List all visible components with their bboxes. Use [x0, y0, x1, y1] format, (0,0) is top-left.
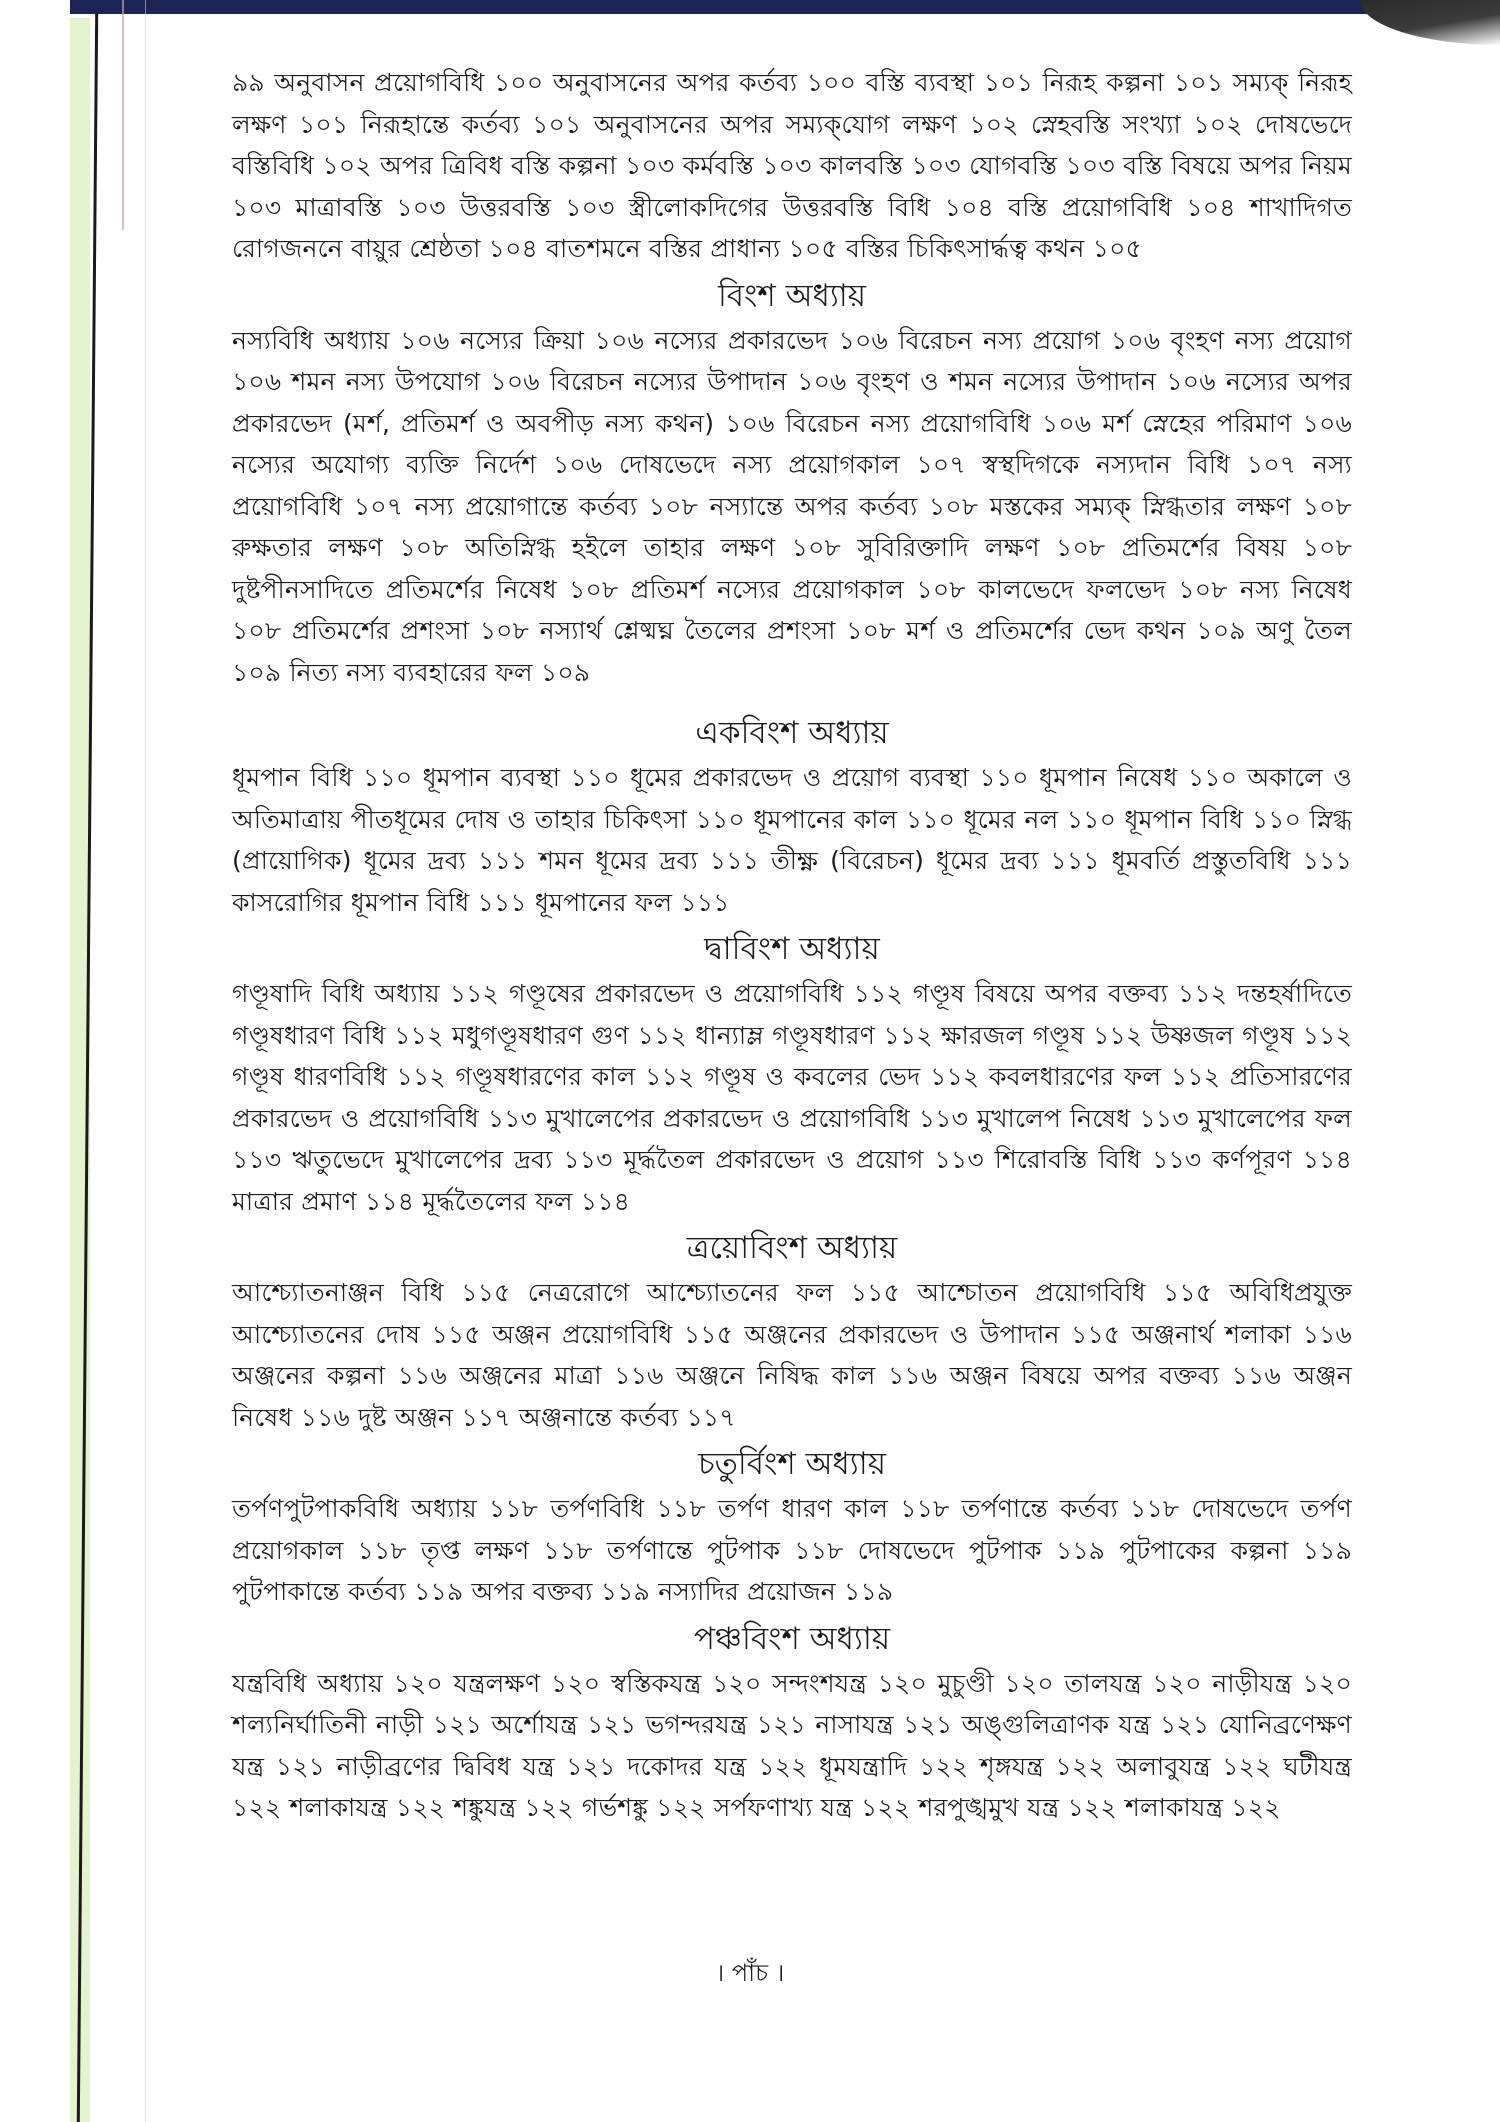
chapter-heading-23: ত্রয়োবিংশ অধ্যায় [686, 1230, 898, 1266]
toc-paragraph-continued: ৯৯ অনুবাসন প্রয়োগবিধি ১০০ অনুবাসনের অপর কর্তব্য ১০০ বস্তি ব্যবস্থা ১০১ নিরূহ কল্পনা ১০১ সম্যক্ নিরূহ লক্ষণ ১০১ নিরূহান্তে কর্তব্য ১০১ অনুবাসনের অপর সম্যক্‌যোগ লক্ষণ ১০২ স্নেহবস্তি সংখ্যা ১০২ দোষভেদে বস্তিবিধি ১০২ অপর ত্রিবিধ বস্তি কল্পনা ১০৩ কর্মবস্তি ১০৩ কালবস্তি ১০৩ যোগবস্তি ১০৩ বস্তি বিষয়ে অপর নিয়ম ১০৩ মাত্রাবস্তি ১০৩ উত্তরবস্তি ১০৩ স্ত্রীলোকদিগের উত্তরবস্তি বিধি ১০৪ বস্তি প্রয়োগবিধি ১০৪ শাখাদিগত রোগজননে বায়ুর শ্রেষ্ঠতা ১০৪ বাতশমনে বস্তির প্রাধান্য ১০৫ বস্তির চিকিৎসার্দ্ধত্ব কথন ১০৫ [232, 68, 1352, 263]
toc-paragraph-chapter-24: তর্পণপুটপাকবিধি অধ্যায় ১১৮ তর্পণবিধি ১১৮ তর্পণ ধারণ কাল ১১৮ তর্পণান্তে কর্তব্য ১১৮ দোষভেদে তর্পণ প্রয়োগকাল ১১৮ তৃপ্ত লক্ষণ ১১৮ তর্পণান্তে পুটপাক ১১৮ দোষভেদে পুটপাক ১১৯ পুটপাকের কল্পনা ১১৯ পুটপাকান্তে কর্তব্য ১১৯ অপর বক্তব্য ১১৯ নস্যাদির প্রয়োজন ১১৯ [232, 1494, 1352, 1606]
toc-paragraph-chapter-25: যন্ত্রবিধি অধ্যায় ১২০ যন্ত্রলক্ষণ ১২০ স্বস্তিকযন্ত্র ১২০ সন্দংশযন্ত্র ১২০ মুচুণ্ডী ১২০ তালযন্ত্র ১২০ নাড়ীযন্ত্র ১২০ শল্যনির্ঘাতিনী নাড়ী ১২১ অর্শোযন্ত্র ১২১ ভগন্দরযন্ত্র ১২১ নাসাযন্ত্র ১২১ অঙ্গুলিত্রাণক যন্ত্র ১২১ যোনিব্রণেক্ষণ যন্ত্র ১২১ নাড়ীব্রণের দ্বিবিধ যন্ত্র ১২১ দকোদর যন্ত্র ১২২ ধূমযন্ত্রাদি ১২২ শৃঙ্গযন্ত্র ১২২ অলাবুযন্ত্র ১২২ ঘটীযন্ত্র ১২২ শলাকাযন্ত্র ১২২ শঙ্কুযন্ত্র ১২২ গর্ভশঙ্কু ১২২ সর্পফণাখ্য যন্ত্র ১২২ শরপুঙ্খমুখ যন্ত্র ১২২ শলাকাযন্ত্র ১২২ [232, 1668, 1352, 1822]
chapter-heading-20: বিংশ অধ্যায় [717, 277, 867, 314]
page-fold-line [145, 0, 146, 2122]
chapter-heading-21: একবিংশ অধ্যায় [695, 715, 889, 751]
toc-paragraph-chapter-21: ধূমপান বিধি ১১০ ধূমপান ব্যবস্থা ১১০ ধূমের প্রকারভেদ ও প্রয়োগ ব্যবস্থা ১১০ ধূমপান নিষেধ ১১০ অকালে ও অতিমাত্রায় পীতধূমের দোষ ও তাহার চিকিৎসা ১১০ ধূমপানের কাল ১১০ ধূমের নল ১১০ ধূমপান বিধি ১১০ স্নিগ্ধ (প্রায়োগিক) ধূমের দ্রব্য ১১১ শমন ধূমের দ্রব্য ১১১ তীক্ষ্ণ (বিরেচন) ধূমের দ্রব্য ১১১ ধূমবর্তি প্রস্তুতবিধি ১১১ কাসরোগির ধূমপান বিধি ১১১ ধূমপানের ফল ১১১ [232, 763, 1352, 917]
chapter-heading-22: দ্বাবিংশ অধ্যায় [704, 931, 880, 967]
toc-paragraph-chapter-22: গণ্ডূষাদি বিধি অধ্যায় ১১২ গণ্ডূষের প্রকারভেদ ও প্রয়োগবিধি ১১২ গণ্ডূষ বিষয়ে অপর বক্তব্য ১১২ দন্তহর্ষাদিতে গণ্ডূষধারণ বিধি ১১২ মধুগণ্ডূষধারণ গুণ ১১২ ধান্যাম্ল গণ্ডূষধারণ ১১২ ক্ষারজল গণ্ডূষ ১১২ উষ্ণজল গণ্ডূষ ১১২ গণ্ডূষ ধারণবিধি ১১২ গণ্ডূষধারণের কাল ১১২ গণ্ডূষ ও কবলের ভেদ ১১২ কবলধারণের ফল ১১২ প্রতিসারণের প্রকারভেদ ও প্রয়োগবিধি ১১৩ মুখালেপের প্রকারভেদ ও প্রয়োগবিধি ১১৩ মুখালেপ নিষেধ ১১৩ মুখালেপের ফল ১১৩ ঋতুভেদে মুখালেপের দ্রব্য ১১৩ মূর্দ্ধতৈল প্রকারভেদ ও প্রয়োগ ১১৩ শিরোবস্তি বিধি ১১৩ কর্ণপূরণ ১১৪ মাত্রার প্রমাণ ১১৪ মূর্দ্ধতৈলের ফল ১১৪ [232, 979, 1352, 1216]
chapter-heading-24: চতুর্বিংশ অধ্যায় [697, 1446, 887, 1482]
page-number: । পাঁচ । [715, 1959, 785, 1987]
toc-paragraph-chapter-20: নস্যবিধি অধ্যায় ১০৬ নস্যের ক্রিয়া ১০৬ নস্যের প্রকারভেদ ১০৬ বিরেচন নস্য প্রয়োগ ১০৬ বৃংহণ নস্য প্রয়োগ ১০৬ শমন নস্য উপযোগ ১০৬ বিরেচন নস্যের উপাদান ১০৬ বৃংহণ ও শমন নস্যের উপাদান ১০৬ নস্যের অপর প্রকারভেদ (মর্শ, প্রতিমর্শ ও অবপীড় নস্য কথন) ১০৬ বিরেচন নস্য প্রয়োগবিধি ১০৬ মর্শ স্নেহের পরিমাণ ১০৬ নস্যের অযোগ্য ব্যক্তি নির্দেশ ১০৬ দোষভেদে নস্য প্রয়োগকাল ১০৭ স্বস্থদিগকে নস্যদান বিধি ১০৭ নস্য প্রয়োগবিধি ১০৭ নস্য প্রয়োগান্তে কর্তব্য ১০৮ নস্যান্তে অপর কর্তব্য ১০৮ মস্তকের সম্যক্ স্নিগ্ধতার লক্ষণ ১০৮ রুক্ষতার লক্ষণ ১০৮ অতিস্নিগ্ধ হইলে তাহার লক্ষণ ১০৮ সুবিরিক্তাদি লক্ষণ ১০৮ প্রতিমর্শের বিষয় ১০৮ দুষ্টপীনসাদিতে প্রতিমর্শের নিষেধ ১০৮ প্রতিমর্শ নস্যের প্রয়োগকাল ১০৮ কালভেদে ফলভেদ ১০৮ নস্য নিষেধ ১০৮ প্রতিমর্শের প্রশংসা ১০৮ নস্যার্থ শ্লেষ্মঘ্ন তৈলের প্রশংসা ১০৮ মর্শ ও প্রতিমর্শের ভেদ কথন ১০৯ অণু তৈল ১০৯ নিত্য নস্য ব্যবহারের ফল ১০৯ [232, 325, 1352, 687]
book-shadow [1360, 0, 1500, 45]
table-of-contents-page [232, 62, 1352, 1829]
page-fold-line [122, 0, 124, 230]
toc-paragraph-chapter-23: আশ্চ্যোতনাঞ্জন বিধি ১১৫ নেত্ররোগে আশ্চ্যোতনের ফল ১১৫ আশ্চোতন প্রয়োগবিধি ১১৫ অবিধিপ্রযুক্ত আশ্চ্যোতনের দোষ ১১৫ অঞ্জন প্রয়োগবিধি ১১৫ অঞ্জনের প্রকারভেদ ও উপাদান ১১৫ অঞ্জনার্থ শলাকা ১১৬ অঞ্জনের কল্পনা ১১৬ অঞ্জনের মাত্রা ১১৬ অঞ্জনে নিষিদ্ধ কাল ১১৬ অঞ্জন বিষয়ে অপর বক্তব্য ১১৬ অঞ্জন নিষেধ ১১৬ দুষ্ট অঞ্জন ১১৭ অঞ্জনান্তে কর্তব্য ১১৭ [232, 1278, 1352, 1432]
chapter-heading-25: পঞ্চবিংশ অধ্যায় [693, 1620, 891, 1657]
book-cover-edge [70, 0, 1440, 14]
